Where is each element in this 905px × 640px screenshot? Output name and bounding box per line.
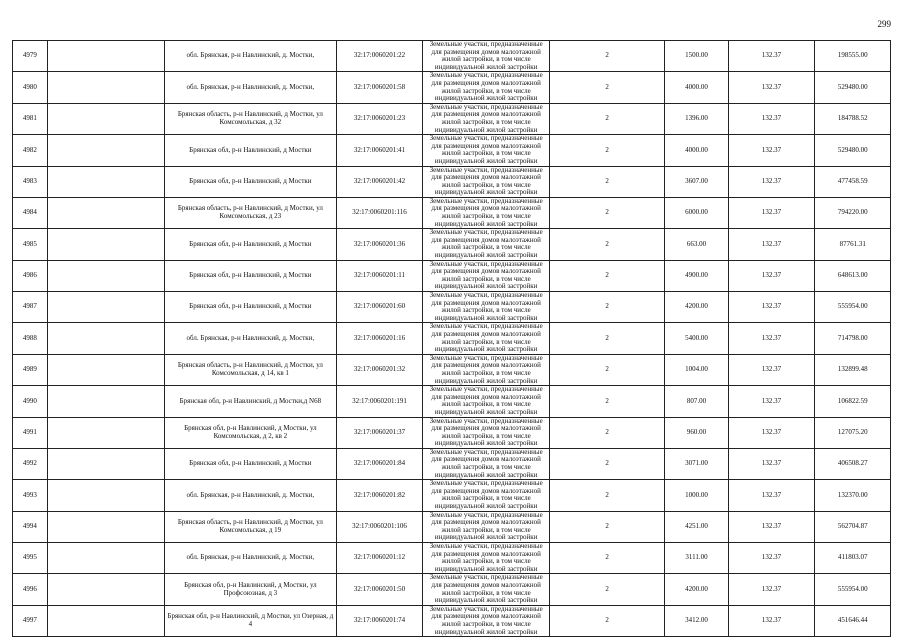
- cadastral-value-cell: 127075.20: [815, 417, 891, 448]
- empty-cell: [47, 72, 164, 103]
- cadastral-number-cell: 32:17:0060201:58: [336, 72, 423, 103]
- category-cell: 2: [549, 72, 664, 103]
- rate-cell: 132.37: [728, 417, 815, 448]
- address-cell: Брянская обл, р-н Навлинский, д Мостки: [165, 292, 337, 323]
- cadastral-number-cell: 32:17:0060201:36: [336, 229, 423, 260]
- area-cell: 5400.00: [665, 323, 728, 354]
- category-cell: 2: [549, 229, 664, 260]
- cadastral-number-cell: 32:17:0060201:82: [336, 480, 423, 511]
- category-cell: 2: [549, 448, 664, 479]
- land-use-cell: Земельные участки, предназначенные для размещения домов малоэтажной жилой застройки, в том числе индивидуальной жилой застройки: [423, 448, 550, 479]
- address-cell: обл. Брянская, р-н Навлинский, д. Мостки,: [165, 480, 337, 511]
- row-number-cell: 4982: [13, 135, 48, 166]
- address-cell: Брянская область, р-н Навлинский, д Мостки, ул Комсомольская, д 14, кв 1: [165, 354, 337, 385]
- land-use-cell: Земельные участки, предназначенные для размещения домов малоэтажной жилой застройки, в том числе индивидуальной жилой застройки: [423, 72, 550, 103]
- land-use-cell: Земельные участки, предназначенные для размещения домов малоэтажной жилой застройки, в том числе индивидуальной жилой застройки: [423, 292, 550, 323]
- rate-cell: 132.37: [728, 292, 815, 323]
- land-use-cell: Земельные участки, предназначенные для размещения домов малоэтажной жилой застройки, в том числе индивидуальной жилой застройки: [423, 229, 550, 260]
- row-number-cell: 4984: [13, 197, 48, 228]
- rate-cell: 132.37: [728, 574, 815, 605]
- category-cell: 2: [549, 543, 664, 574]
- area-cell: 1000.00: [665, 480, 728, 511]
- cadastral-number-cell: 32:17:0060201:60: [336, 292, 423, 323]
- table-row: [13, 480, 891, 511]
- empty-cell: [47, 574, 164, 605]
- table-row: [13, 166, 891, 197]
- rate-cell: 132.37: [728, 448, 815, 479]
- address-cell: Брянская обл, р-н Навлинский, д Мостки: [165, 260, 337, 291]
- address-cell: обл. Брянская, р-н Навлинский, д. Мостки,: [165, 543, 337, 574]
- category-cell: 2: [549, 605, 664, 636]
- row-number-cell: 4985: [13, 229, 48, 260]
- table-row: [13, 574, 891, 605]
- cadastral-number-cell: 32:17:0060201:84: [336, 448, 423, 479]
- cadastral-value-cell: 794220.00: [815, 197, 891, 228]
- row-number-cell: 4997: [13, 605, 48, 636]
- row-number-cell: 4996: [13, 574, 48, 605]
- area-cell: 1500.00: [665, 41, 728, 72]
- category-cell: 2: [549, 197, 664, 228]
- cadastral-value-cell: 87761.31: [815, 229, 891, 260]
- land-use-cell: Земельные участки, предназначенные для размещения домов малоэтажной жилой застройки, в том числе индивидуальной жилой застройки: [423, 41, 550, 72]
- area-cell: 3071.00: [665, 448, 728, 479]
- land-use-cell: Земельные участки, предназначенные для размещения домов малоэтажной жилой застройки, в том числе индивидуальной жилой застройки: [423, 323, 550, 354]
- row-number-cell: 4990: [13, 386, 48, 417]
- empty-cell: [47, 41, 164, 72]
- rate-cell: 132.37: [728, 543, 815, 574]
- cadastral-number-cell: 32:17:0060201:22: [336, 41, 423, 72]
- area-cell: 3111.00: [665, 543, 728, 574]
- category-cell: 2: [549, 135, 664, 166]
- empty-cell: [47, 354, 164, 385]
- empty-cell: [47, 197, 164, 228]
- empty-cell: [47, 323, 164, 354]
- row-number-cell: 4989: [13, 354, 48, 385]
- cadastral-value-cell: 562704.87: [815, 511, 891, 542]
- cadastral-value-cell: 132899.48: [815, 354, 891, 385]
- category-cell: 2: [549, 103, 664, 134]
- cadastral-value-cell: 198555.00: [815, 41, 891, 72]
- empty-cell: [47, 480, 164, 511]
- row-number-cell: 4983: [13, 166, 48, 197]
- area-cell: 1004.00: [665, 354, 728, 385]
- category-cell: 2: [549, 41, 664, 72]
- cadastral-value-cell: 529480.00: [815, 135, 891, 166]
- area-cell: 4000.00: [665, 72, 728, 103]
- cadastral-number-cell: 32:17:0060201:12: [336, 543, 423, 574]
- area-cell: 4200.00: [665, 574, 728, 605]
- empty-cell: [47, 386, 164, 417]
- empty-cell: [47, 229, 164, 260]
- row-number-cell: 4981: [13, 103, 48, 134]
- empty-cell: [47, 103, 164, 134]
- table-row: [13, 229, 891, 260]
- empty-cell: [47, 135, 164, 166]
- rate-cell: 132.37: [728, 323, 815, 354]
- category-cell: 2: [549, 417, 664, 448]
- area-cell: 1396.00: [665, 103, 728, 134]
- address-cell: обл. Брянская, р-н Навлинский, д. Мостки,: [165, 41, 337, 72]
- rate-cell: 132.37: [728, 605, 815, 636]
- land-use-cell: Земельные участки, предназначенные для размещения домов малоэтажной жилой застройки, в том числе индивидуальной жилой застройки: [423, 135, 550, 166]
- empty-cell: [47, 511, 164, 542]
- land-use-cell: Земельные участки, предназначенные для размещения домов малоэтажной жилой застройки, в том числе индивидуальной жилой застройки: [423, 197, 550, 228]
- table-row: [13, 448, 891, 479]
- cadastral-value-cell: 477458.59: [815, 166, 891, 197]
- row-number-cell: 4988: [13, 323, 48, 354]
- cadastral-number-cell: 32:17:0060201:116: [336, 197, 423, 228]
- table-row: [13, 511, 891, 542]
- land-use-cell: Земельные участки, предназначенные для размещения домов малоэтажной жилой застройки, в том числе индивидуальной жилой застройки: [423, 605, 550, 636]
- cadastral-value-table: [12, 40, 891, 637]
- address-cell: Брянская обл, р-н Навлинский, д Мостки: [165, 229, 337, 260]
- area-cell: 3412.00: [665, 605, 728, 636]
- table-row: [13, 72, 891, 103]
- table-row: [13, 543, 891, 574]
- rate-cell: 132.37: [728, 41, 815, 72]
- empty-cell: [47, 417, 164, 448]
- cadastral-number-cell: 32:17:0060201:50: [336, 574, 423, 605]
- cadastral-value-cell: 411803.07: [815, 543, 891, 574]
- row-number-cell: 4995: [13, 543, 48, 574]
- category-cell: 2: [549, 354, 664, 385]
- cadastral-number-cell: 32:17:0060201:191: [336, 386, 423, 417]
- address-cell: Брянская обл, р-н Навлинский, д Мостки, ул Озерная, д 4: [165, 605, 337, 636]
- rate-cell: 132.37: [728, 229, 815, 260]
- rate-cell: 132.37: [728, 72, 815, 103]
- address-cell: Брянская обл, р-н Навлинский, д Мостки: [165, 448, 337, 479]
- area-cell: 807.00: [665, 386, 728, 417]
- table-row: [13, 386, 891, 417]
- cadastral-number-cell: 32:17:0060201:23: [336, 103, 423, 134]
- cadastral-number-cell: 32:17:0060201:106: [336, 511, 423, 542]
- area-cell: 4000.00: [665, 135, 728, 166]
- rate-cell: 132.37: [728, 135, 815, 166]
- row-number-cell: 4986: [13, 260, 48, 291]
- cadastral-number-cell: 32:17:0060201:41: [336, 135, 423, 166]
- address-cell: Брянская обл, р-н Навлинский, д Мостки, ул Профсоюзная, д 3: [165, 574, 337, 605]
- cadastral-value-cell: 714798.00: [815, 323, 891, 354]
- cadastral-value-cell: 555954.00: [815, 574, 891, 605]
- land-use-cell: Земельные участки, предназначенные для размещения домов малоэтажной жилой застройки, в том числе индивидуальной жилой застройки: [423, 417, 550, 448]
- table-row: [13, 103, 891, 134]
- land-use-cell: Земельные участки, предназначенные для размещения домов малоэтажной жилой застройки, в том числе индивидуальной жилой застройки: [423, 574, 550, 605]
- table-row: [13, 135, 891, 166]
- category-cell: 2: [549, 480, 664, 511]
- address-cell: Брянская обл, р-н Навлинский, д Мостки: [165, 166, 337, 197]
- address-cell: обл. Брянская, р-н Навлинский, д. Мостки,: [165, 72, 337, 103]
- row-number-cell: 4993: [13, 480, 48, 511]
- row-number-cell: 4991: [13, 417, 48, 448]
- cadastral-value-cell: 555954.00: [815, 292, 891, 323]
- land-use-cell: Земельные участки, предназначенные для размещения домов малоэтажной жилой застройки, в том числе индивидуальной жилой застройки: [423, 354, 550, 385]
- address-cell: Брянская обл, р-н Навлинский, д Мостки: [165, 135, 337, 166]
- area-cell: 960.00: [665, 417, 728, 448]
- rate-cell: 132.37: [728, 511, 815, 542]
- row-number-cell: 4994: [13, 511, 48, 542]
- table-row: [13, 354, 891, 385]
- table-row: [13, 197, 891, 228]
- table-row: [13, 605, 891, 636]
- table-row: [13, 323, 891, 354]
- area-cell: 3607.00: [665, 166, 728, 197]
- address-cell: Брянская обл, р-н Навлинский, д Мостки,д N68: [165, 386, 337, 417]
- table-row: [13, 260, 891, 291]
- cadastral-value-cell: 132370.00: [815, 480, 891, 511]
- category-cell: 2: [549, 323, 664, 354]
- table-row: [13, 41, 891, 72]
- area-cell: 4900.00: [665, 260, 728, 291]
- land-use-cell: Земельные участки, предназначенные для размещения домов малоэтажной жилой застройки, в том числе индивидуальной жилой застройки: [423, 511, 550, 542]
- rate-cell: 132.37: [728, 386, 815, 417]
- rate-cell: 132.37: [728, 103, 815, 134]
- table-row: [13, 292, 891, 323]
- land-use-cell: Земельные участки, предназначенные для размещения домов малоэтажной жилой застройки, в том числе индивидуальной жилой застройки: [423, 543, 550, 574]
- cadastral-number-cell: 32:17:0060201:32: [336, 354, 423, 385]
- row-number-cell: 4992: [13, 448, 48, 479]
- area-cell: 4200.00: [665, 292, 728, 323]
- area-cell: 4251.00: [665, 511, 728, 542]
- land-use-cell: Земельные участки, предназначенные для размещения домов малоэтажной жилой застройки, в том числе индивидуальной жилой застройки: [423, 166, 550, 197]
- cadastral-number-cell: 32:17:0060201:74: [336, 605, 423, 636]
- page-number: 299: [877, 19, 891, 29]
- empty-cell: [47, 166, 164, 197]
- row-number-cell: 4980: [13, 72, 48, 103]
- rate-cell: 132.37: [728, 197, 815, 228]
- cadastral-value-cell: 648613.00: [815, 260, 891, 291]
- row-number-cell: 4987: [13, 292, 48, 323]
- empty-cell: [47, 292, 164, 323]
- area-cell: 6000.00: [665, 197, 728, 228]
- category-cell: 2: [549, 574, 664, 605]
- row-number-cell: 4979: [13, 41, 48, 72]
- address-cell: Брянская область, р-н Навлинский, д Мостки, ул Комсомольская, д 19: [165, 511, 337, 542]
- address-cell: Брянская область, р-н Навлинский, д Мостки, ул Комсомольская, д 32: [165, 103, 337, 134]
- land-use-cell: Земельные участки, предназначенные для размещения домов малоэтажной жилой застройки, в том числе индивидуальной жилой застройки: [423, 260, 550, 291]
- cadastral-number-cell: 32:17:0060201:16: [336, 323, 423, 354]
- area-cell: 663.00: [665, 229, 728, 260]
- cadastral-number-cell: 32:17:0060201:37: [336, 417, 423, 448]
- cadastral-number-cell: 32:17:0060201:42: [336, 166, 423, 197]
- category-cell: 2: [549, 292, 664, 323]
- cadastral-value-cell: 406508.27: [815, 448, 891, 479]
- cadastral-value-cell: 106822.59: [815, 386, 891, 417]
- table-row: [13, 417, 891, 448]
- category-cell: 2: [549, 166, 664, 197]
- category-cell: 2: [549, 511, 664, 542]
- land-use-cell: Земельные участки, предназначенные для размещения домов малоэтажной жилой застройки, в том числе индивидуальной жилой застройки: [423, 103, 550, 134]
- cadastral-value-cell: 529480.00: [815, 72, 891, 103]
- category-cell: 2: [549, 260, 664, 291]
- rate-cell: 132.37: [728, 480, 815, 511]
- empty-cell: [47, 260, 164, 291]
- rate-cell: 132.37: [728, 354, 815, 385]
- rate-cell: 132.37: [728, 260, 815, 291]
- land-use-cell: Земельные участки, предназначенные для размещения домов малоэтажной жилой застройки, в том числе индивидуальной жилой застройки: [423, 480, 550, 511]
- table-body: [13, 41, 891, 637]
- category-cell: 2: [549, 386, 664, 417]
- rate-cell: 132.37: [728, 166, 815, 197]
- cadastral-value-cell: 184788.52: [815, 103, 891, 134]
- empty-cell: [47, 605, 164, 636]
- cadastral-number-cell: 32:17:0060201:11: [336, 260, 423, 291]
- address-cell: обл. Брянская, р-н Навлинский, д. Мостки,: [165, 323, 337, 354]
- address-cell: Брянская обл, р-н Навлинский, д Мостки, ул Комсомольская, д 2, кв 2: [165, 417, 337, 448]
- land-use-cell: Земельные участки, предназначенные для размещения домов малоэтажной жилой застройки, в том числе индивидуальной жилой застройки: [423, 386, 550, 417]
- empty-cell: [47, 543, 164, 574]
- address-cell: Брянская область, р-н Навлинский, д Мостки, ул Комсомольская, д 23: [165, 197, 337, 228]
- cadastral-value-cell: 451646.44: [815, 605, 891, 636]
- empty-cell: [47, 448, 164, 479]
